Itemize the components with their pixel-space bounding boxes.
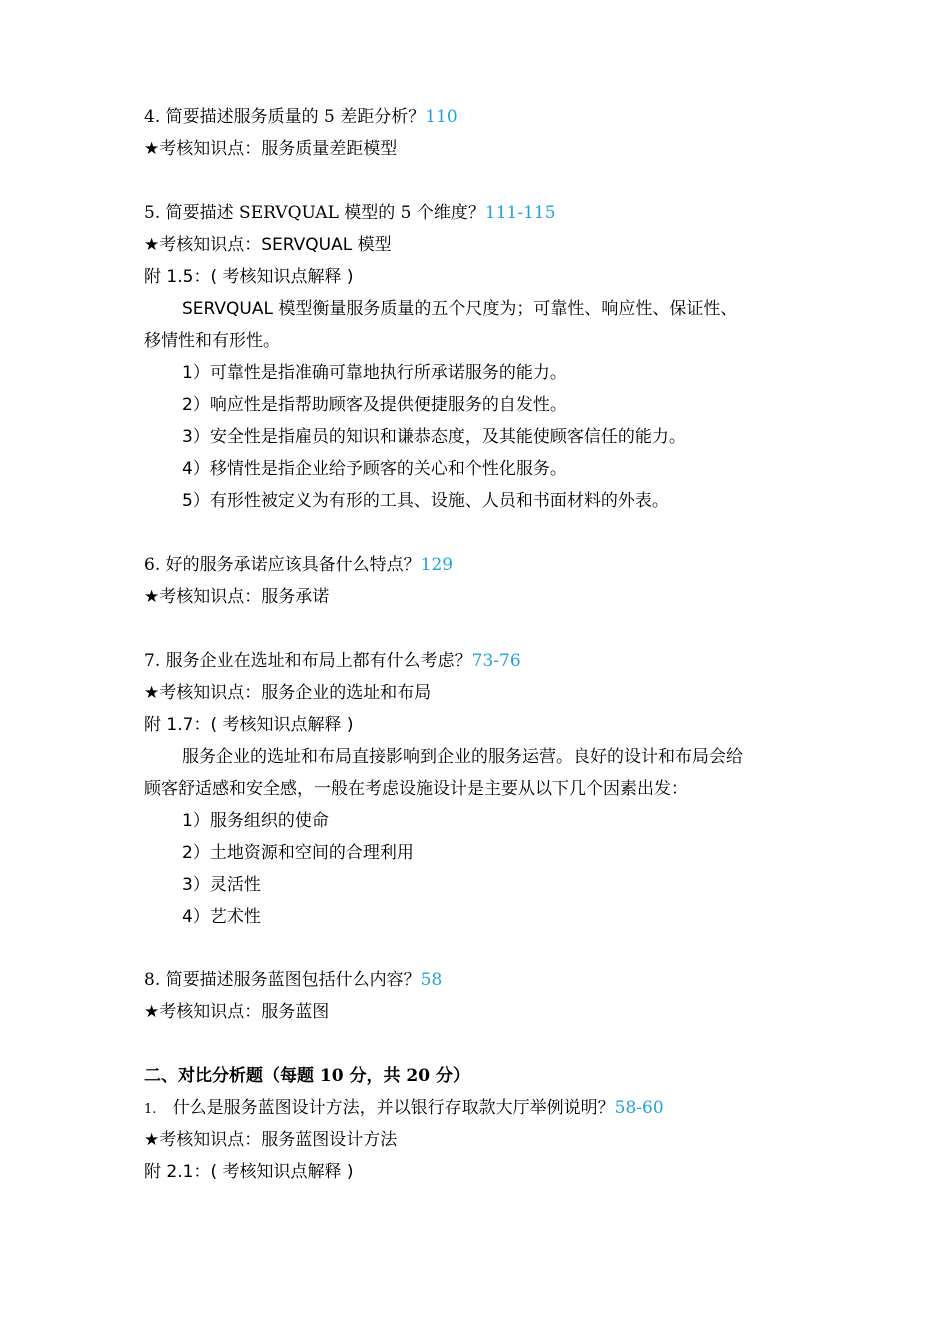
list-item: 2）响应性是指帮助顾客及提供便捷服务的自发性。	[182, 395, 567, 415]
question-8	[144, 968, 442, 992]
list-item: 4）移情性是指企业给予顾客的关心和个性化服务。	[182, 459, 567, 479]
question-number: 4.	[144, 107, 161, 127]
explanation-paragraph: 服务企业的选址和布局直接影响到企业的服务运营。良好的设计和布局会给	[182, 747, 743, 767]
question-4	[144, 105, 458, 129]
list-item: 1）服务组织的使命	[182, 811, 329, 831]
page-reference: 129	[420, 555, 454, 575]
question-6	[144, 553, 453, 577]
question-number: 6.	[144, 555, 161, 575]
section-heading: 二、对比分析题（每题 10 分，共 20 分）	[144, 1066, 470, 1086]
question-text: 好的服务承诺应该具备什么特点？	[165, 555, 421, 575]
section2-question-1	[144, 1096, 664, 1122]
explanation-paragraph: SERVQUAL 模型衡量服务质量的五个尺度为；可靠性、响应性、保证性、	[182, 299, 738, 319]
list-item: 2）土地资源和空间的合理利用	[182, 843, 414, 863]
list-item: 3）灵活性	[182, 875, 261, 895]
question-5	[144, 201, 556, 225]
question-number: 7.	[144, 651, 161, 671]
question-number: 1.	[144, 1102, 157, 1117]
knowledge-point: ★考核知识点：服务承诺	[144, 587, 330, 607]
question-text: 服务企业在选址和布局上都有什么考虑？	[165, 651, 472, 671]
appendix-label: 附 1.5：( 考核知识点解释 )	[144, 267, 354, 287]
page-reference: 73-76	[471, 651, 521, 671]
question-text: 简要描述服务质量的 5 差距分析？	[165, 107, 426, 127]
page-reference: 58-60	[614, 1098, 664, 1118]
appendix-label: 附 2.1：( 考核知识点解释 )	[144, 1162, 354, 1182]
list-item: 5）有形性被定义为有形的工具、设施、人员和书面材料的外表。	[182, 491, 669, 511]
knowledge-point: ★考核知识点：服务蓝图设计方法	[144, 1130, 398, 1150]
question-text: 简要描述 SERVQUAL 模型的 5 个维度？	[165, 203, 485, 223]
knowledge-point: ★考核知识点：服务蓝图	[144, 1002, 330, 1022]
question-number: 5.	[144, 203, 161, 223]
knowledge-point: ★考核知识点：服务质量差距模型	[144, 139, 398, 159]
knowledge-point: ★考核知识点：服务企业的选址和布局	[144, 683, 432, 703]
list-item: 1）可靠性是指准确可靠地执行所承诺服务的能力。	[182, 363, 567, 383]
list-item: 4）艺术性	[182, 907, 261, 927]
question-text: 什么是服务蓝图设计方法，并以银行存取款大厅举例说明？	[172, 1098, 615, 1118]
appendix-label: 附 1.7：( 考核知识点解释 )	[144, 715, 354, 735]
explanation-paragraph-cont: 移情性和有形性。	[144, 331, 280, 351]
page-reference: 110	[425, 107, 458, 127]
knowledge-point: ★考核知识点：SERVQUAL 模型	[144, 235, 392, 255]
explanation-paragraph-cont: 顾客舒适感和安全感，一般在考虑设施设计是主要从以下几个因素出发：	[144, 779, 688, 799]
list-item: 3）安全性是指雇员的知识和谦恭态度，及其能使顾客信任的能力。	[182, 427, 686, 447]
question-7	[144, 649, 521, 673]
page-reference: 111-115	[484, 203, 556, 223]
question-text: 简要描述服务蓝图包括什么内容？	[165, 970, 421, 990]
question-number: 8.	[144, 970, 161, 990]
page-reference: 58	[420, 970, 443, 990]
